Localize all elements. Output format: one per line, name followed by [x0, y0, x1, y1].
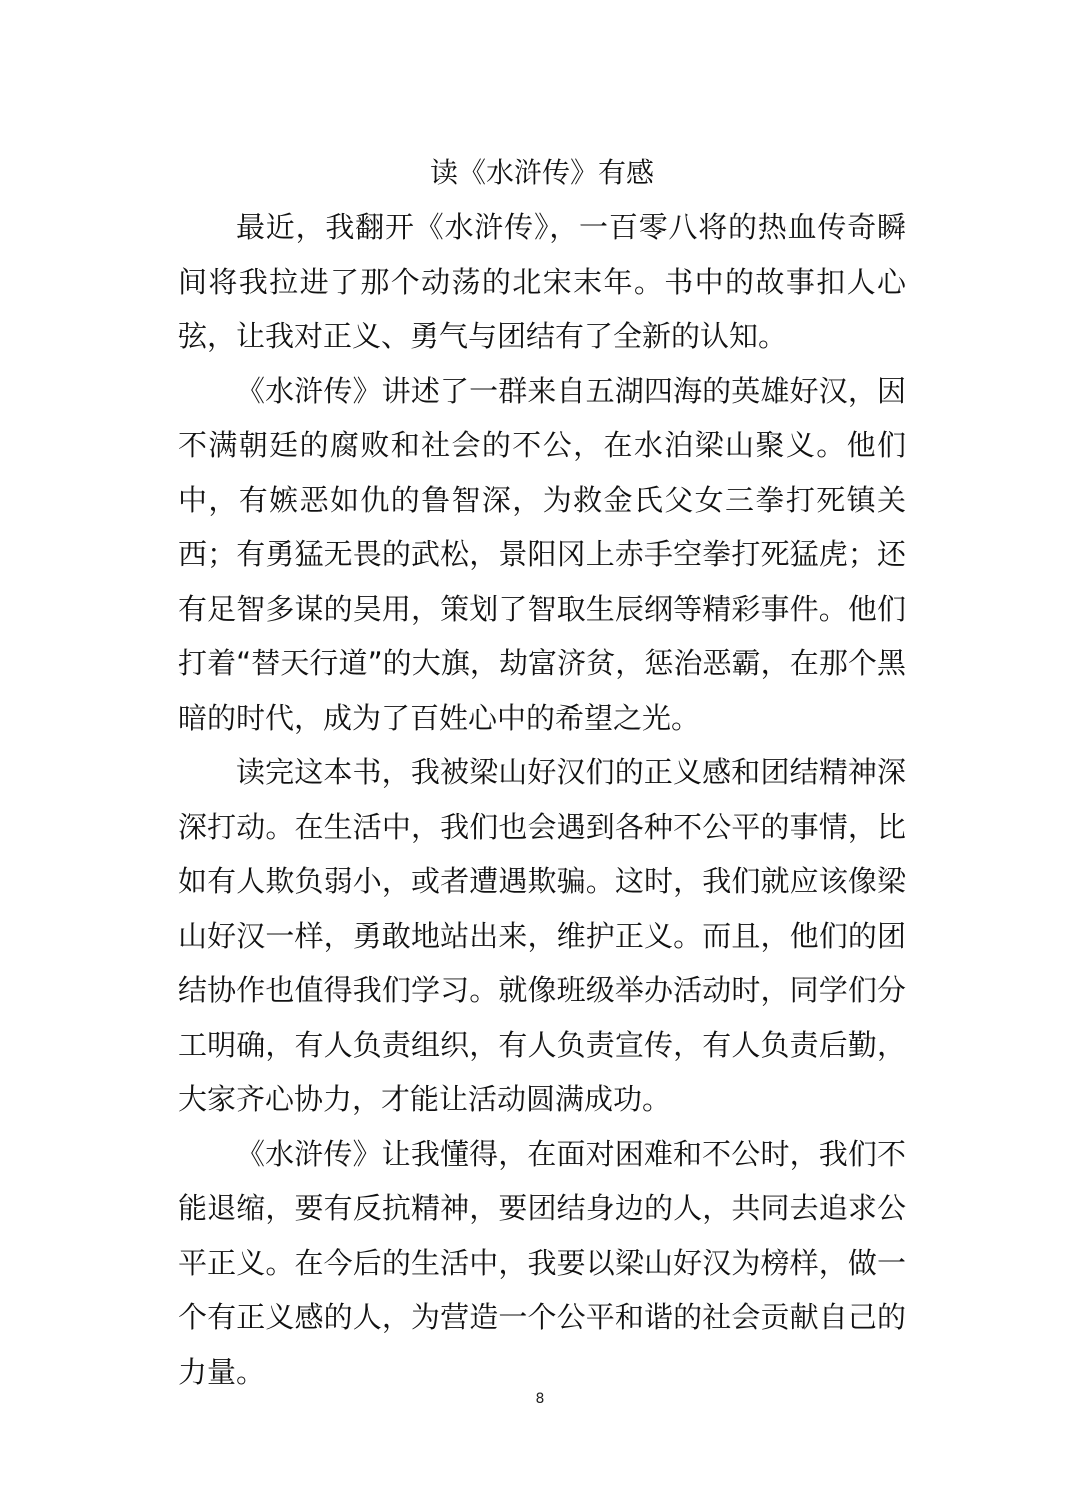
paragraph-2: 《水浒传》讲述了一群来自五湖四海的英雄好汉，因不满朝廷的腐败和社会的不公，在水泊梁山聚义。他们中，有嫉恶如仇的鲁智深，为救金氏父女三拳打死镇关西；有勇猛无畏的武松，景阳冈上赤手空拳打死猛虎；还有足智多谋的吴用，策划了智取生辰纲等精彩事件。他们打着“替天行道”的大旗，劫富济贫，惩治恶霸，在那个黑暗的时代，成为了百姓心中的希望之光。 [178, 373, 906, 735]
page-number: 8 [535, 1391, 545, 1407]
paragraph-1: 最近，我翻开《水浒传》，一百零八将的热血传奇瞬间将我拉进了那个动荡的北宋末年。书中的故事扣人心弦，让我对正义、勇气与团结有了全新的认知。 [178, 210, 906, 353]
paragraph-3: 读完这本书，我被梁山好汉们的正义感和团结精神深深打动。在生活中，我们也会遇到各种不公平的事情，比如有人欺负弱小，或者遭遇欺骗。这时，我们就应该像梁山好汉一样，勇敢地站出来，维护正义。而且，他们的团结协作也值得我们学习。就像班级举办活动时，同学们分工明确，有人负责组织，有人负责宣传，有人负责后勤，大家齐心协力，才能让活动圆满成功。 [178, 755, 906, 1116]
essay-body [178, 146, 906, 1399]
essay-title: 读《水浒传》有感 [429, 156, 654, 189]
paragraph-4: 《水浒传》让我懂得，在面对困难和不公时，我们不能退缩，要有反抗精神，要团结身边的人，共同去追求公平正义。在今后的生活中，我要以梁山好汉为榜样，做一个有正义感的人，为营造一个公平和谐的社会贡献自己的力量。 [178, 1136, 906, 1389]
